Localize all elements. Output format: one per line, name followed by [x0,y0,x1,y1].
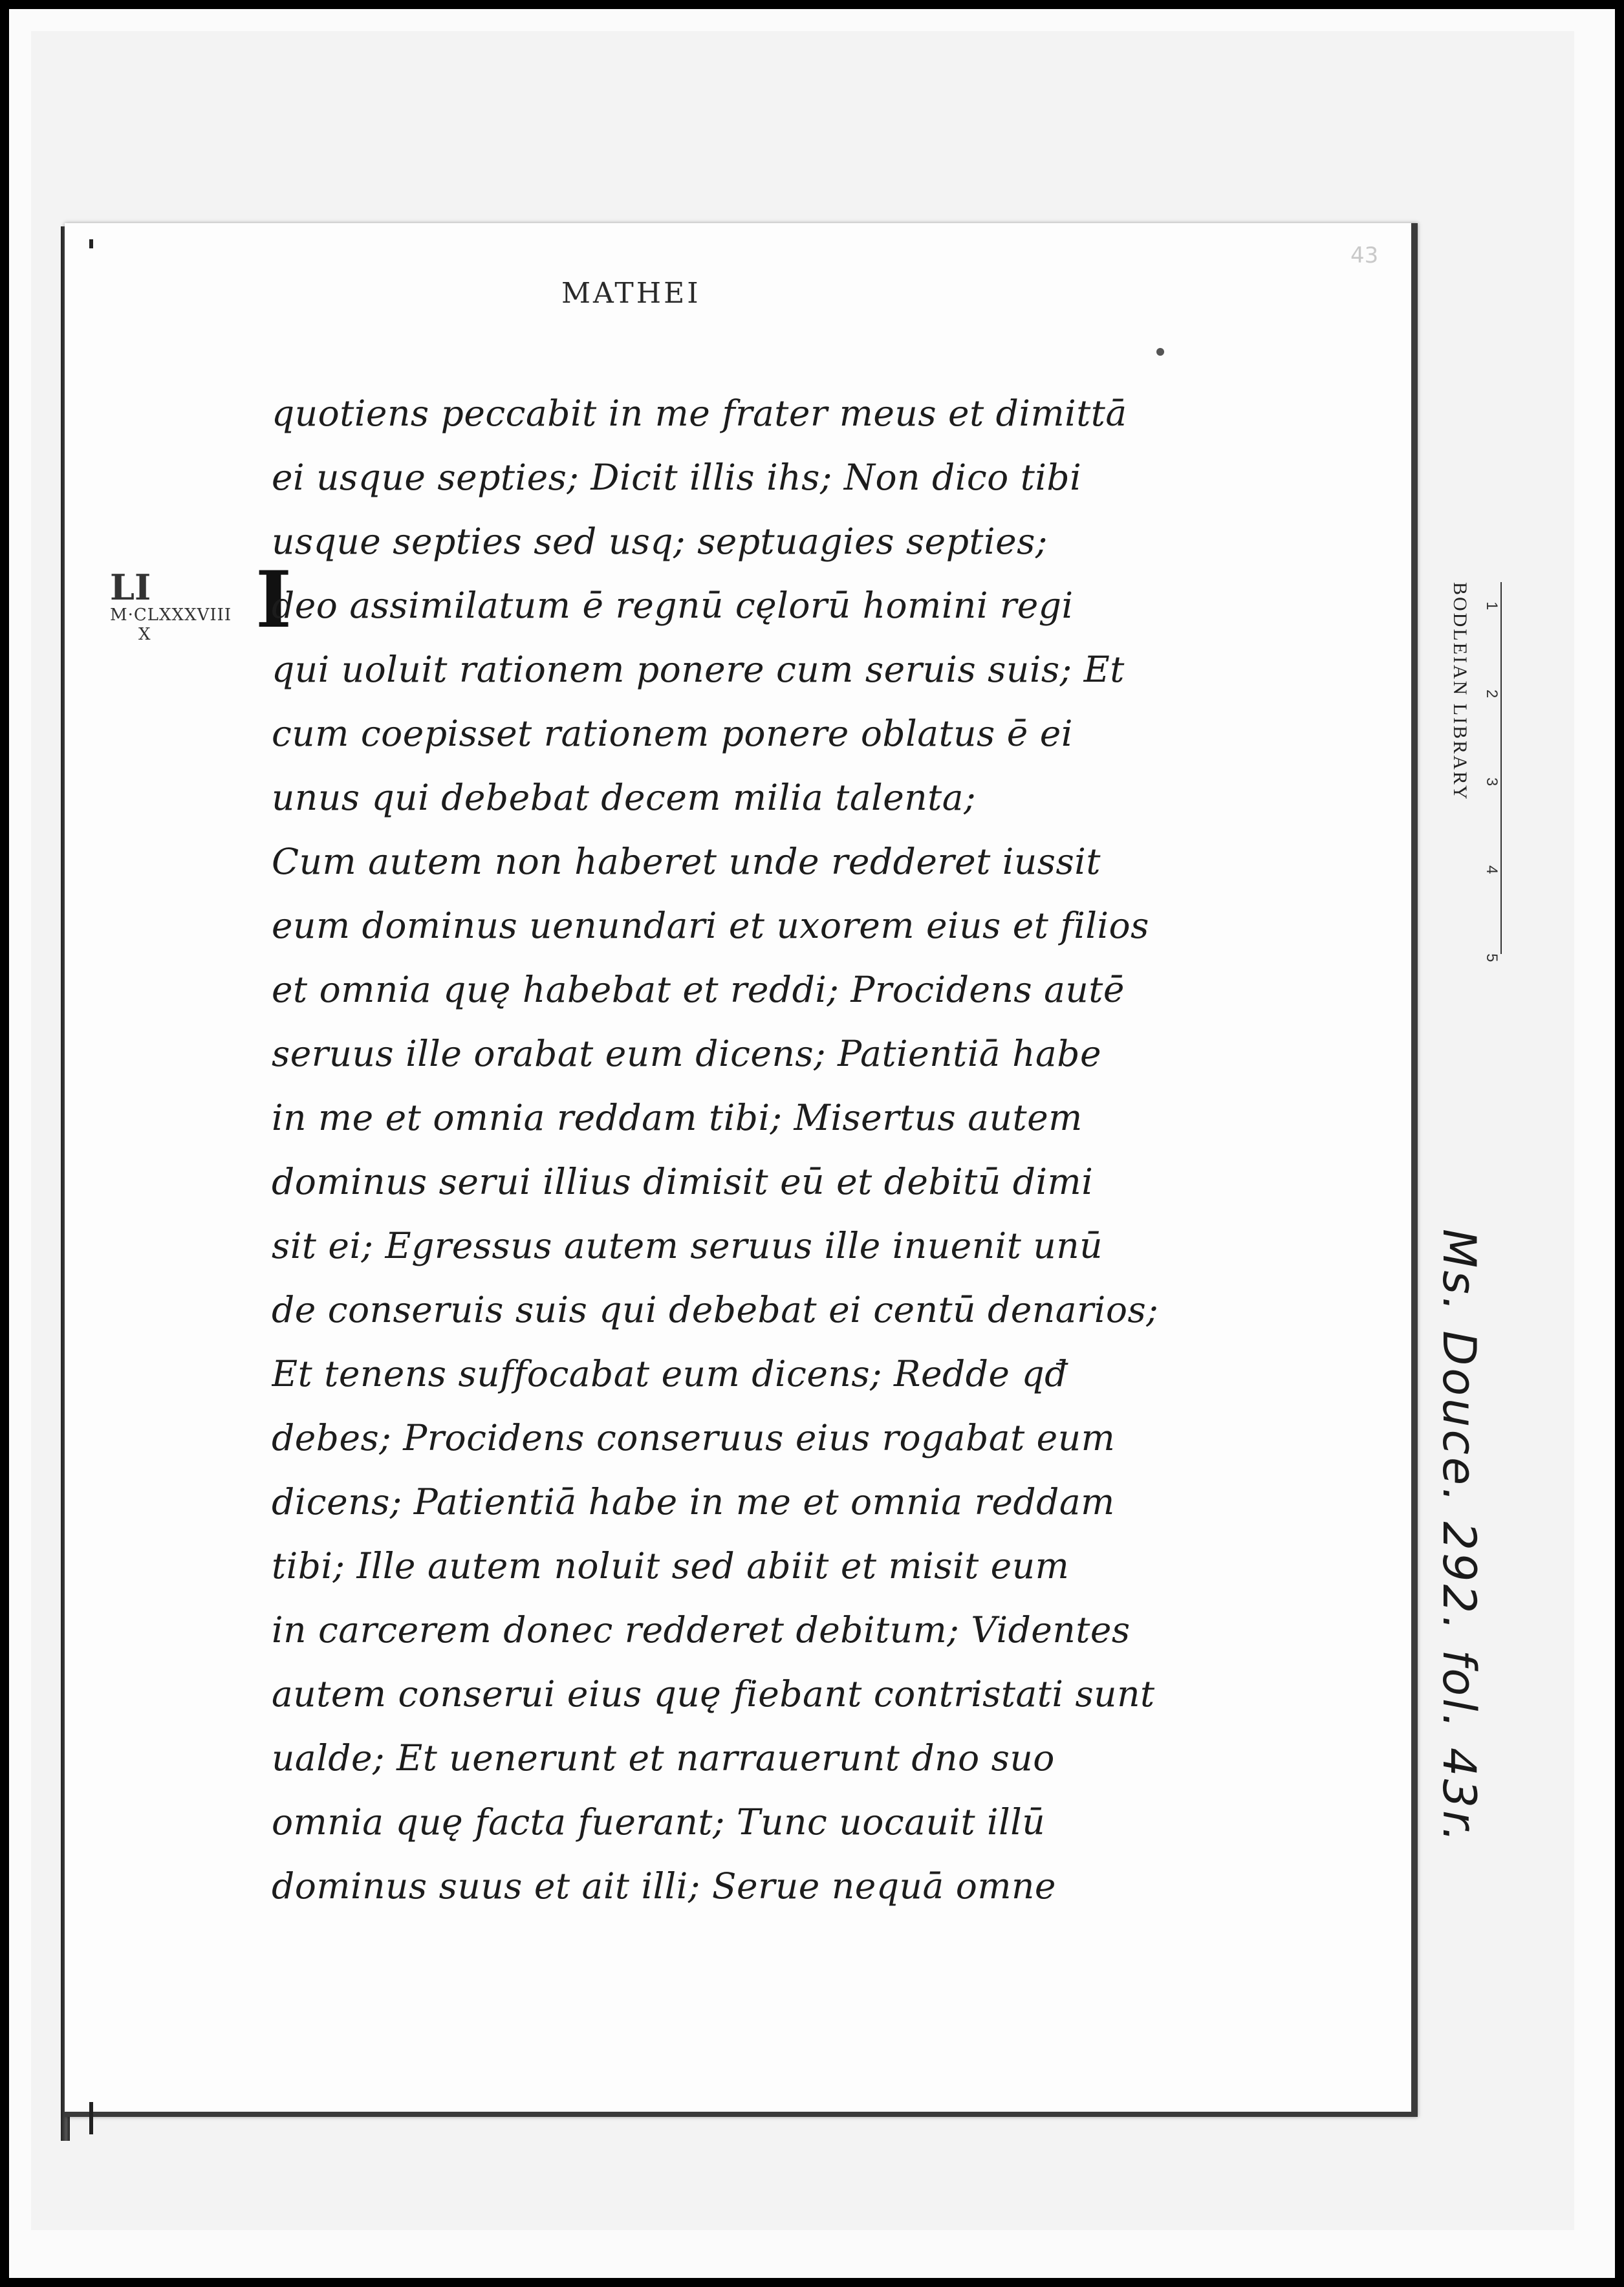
text-block [272,382,1164,1918]
decorated-initial: I [255,554,292,645]
text-line: unus qui debebat decem milia talenta; [272,777,977,818]
text-line: tibi; Ille autem noluit sed abiit et misit eum [272,1545,1070,1587]
text-line: in carcerem donec redderet debitum; Videntes [272,1609,1131,1651]
text-line: usque septies sed usq; septuagies septies; [272,521,1048,562]
ruler-numbers: 1 2 3 4 5 [1483,602,1500,1000]
text-line: ei usque septies; Dicit illis ihs; Non dico tibi [272,457,1082,498]
shelfmark: Ms. Douce. 292. fol. 43r. [1433,1229,1486,1845]
text-line: dominus suus et ait illi; Serue nequā omne [272,1865,1056,1907]
margin-note-line1: LI [110,567,151,608]
text-line: ualde; Et uenerunt et narrauerunt dno suo [272,1737,1055,1779]
spine-mark-top [89,239,93,248]
text-line: qui uoluit rationem ponere cum seruis suis; Et [272,649,1125,690]
text-line: autem conserui eius quę fiebant contristati sunt [272,1673,1155,1715]
text-line: dominus serui illius dimisit eū et debitū dimi [272,1161,1094,1202]
text-line: omnia quę facta fuerant; Tunc uocauit illū [272,1801,1046,1843]
spine-mark-bottom [89,2102,93,2134]
text-line: seruus ille orabat eum dicens; Patientiā habe [272,1033,1102,1074]
margin-note-line3: X [138,625,151,644]
text-line: cum coepisset rationem ponere oblatus ē ei [272,713,1073,754]
text-line: deo assimilatum ē regnū cęlorū homini regi [272,585,1074,626]
text-line: in me et omnia reddam tibi; Misertus autem [272,1097,1083,1138]
text-line: de conseruis suis qui debebat ei centū denarios; [272,1289,1159,1330]
text-line: Cum autem non haberet unde redderet iussit [272,841,1101,882]
scale-ruler [1500,582,1502,954]
margin-note-line2: M·CLXXXVIII [110,605,232,625]
margin-note [110,569,232,644]
text-line: sit ei; Egressus autem seruus ille inuenit unū [272,1225,1103,1266]
library-label: BODLEIAN LIBRARY [1449,582,1471,801]
text-line: debes; Procidens conseruus eius rogabat eum [272,1417,1116,1458]
ink-dot [1156,348,1164,356]
running-head: MATHEI [561,277,701,310]
text-line: eum dominus uenundari et uxorem eius et filios [272,905,1149,946]
text-line: et omnia quę habebat et reddi; Procidens autē [272,969,1125,1010]
text-line: dicens; Patientiā habe in me et omnia reddam [272,1481,1115,1523]
text-line: quotiens peccabit in me frater meus et dimittā [272,393,1127,434]
text-line: Et tenens suffocabat eum dicens; Redde qđ [272,1353,1068,1394]
folio-number: 43 [1350,243,1379,268]
